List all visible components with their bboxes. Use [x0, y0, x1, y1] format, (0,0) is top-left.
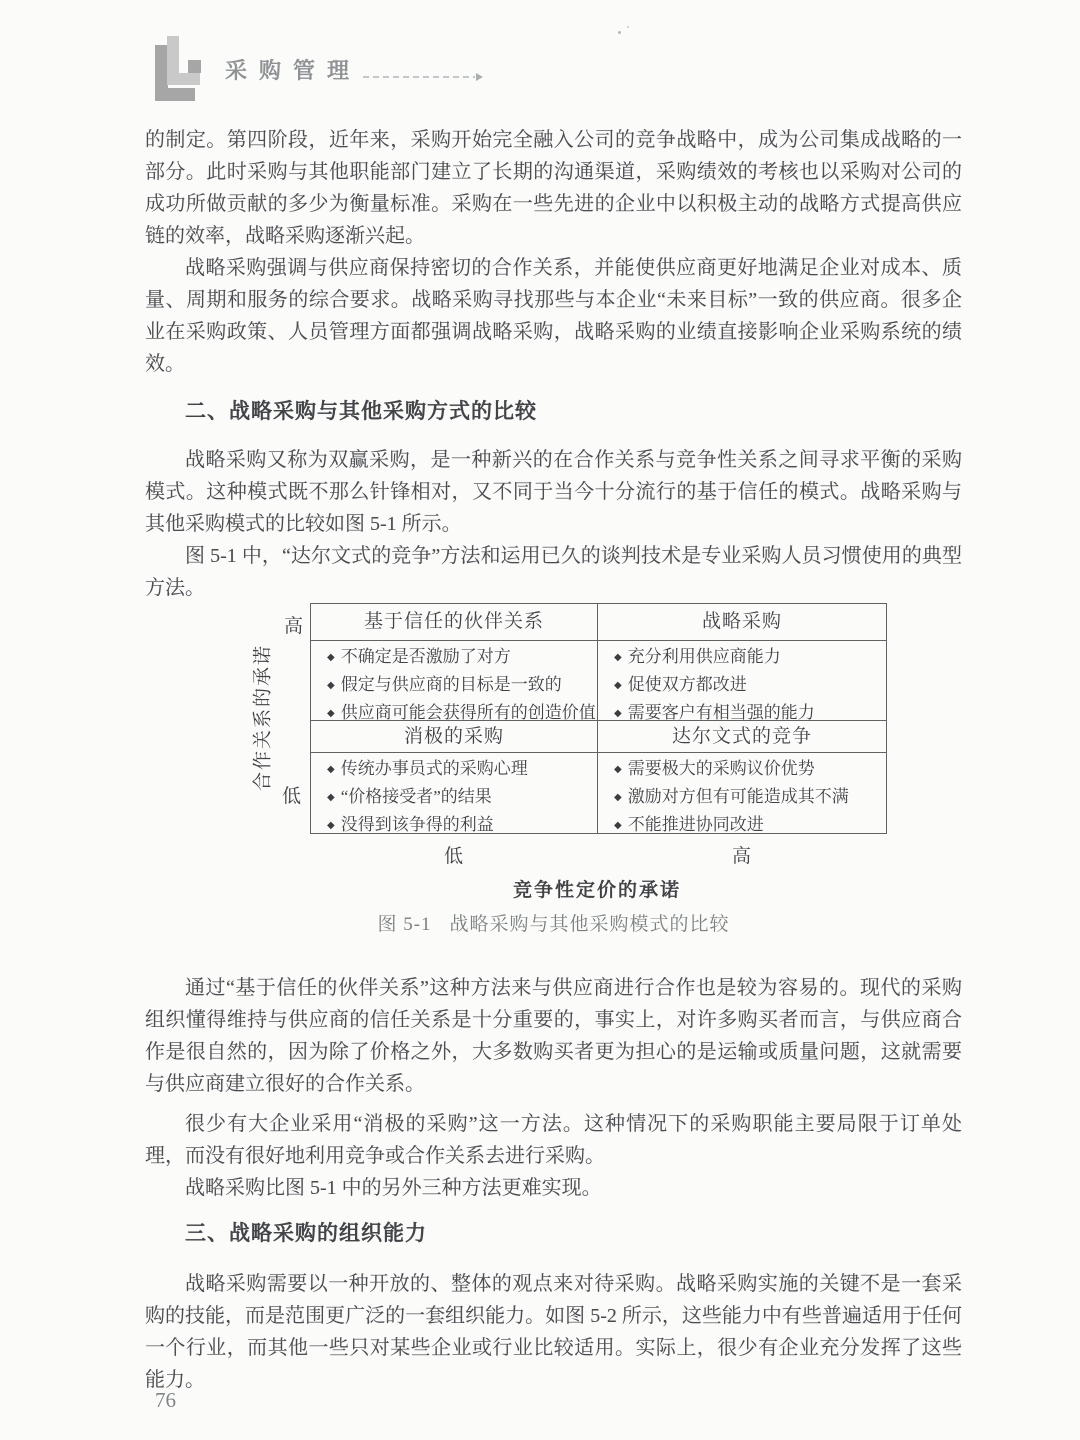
paragraph-5: 通过“基于信任的伙伴关系”这种方法来与供应商进行合作也是较为容易的。现代的采购组织懂得维持与供应商的信任关系是十分重要的，事实上，对许多购买者而言，与供应商合作是很自然的，因为除了价格之外，大多数购买者更为担心的是运输或质量问题，这就需要与供应商建立很好的合作关系。: [145, 977, 962, 1095]
paragraph-4: 图 5-1 中，“达尔文式的竞争”方法和运用已久的谈判技术是专业采购人员习惯使用的典型方法。: [145, 545, 962, 599]
diamond-bullet-icon: ◆: [614, 708, 622, 719]
bullet-item: [614, 756, 882, 784]
diamond-bullet-icon: ◆: [614, 652, 622, 663]
quadrant-items-trust: [311, 641, 598, 721]
bullet-item: [614, 672, 882, 700]
diamond-bullet-icon: ◆: [614, 820, 622, 831]
paragraph-2: 战略采购强调与供应商保持密切的合作关系，并能使供应商更好地满足企业对成本、质量、周期和服务的综合要求。战略采购寻找那些与本企业“未来目标”一致的供应商。很多企业在采购政策、人员管理方面都强调战略采购，战略采购的业绩直接影响企业采购系统的绩效。: [145, 257, 962, 375]
section-heading-2: 二、战略采购与其他采购方式的比较: [185, 400, 537, 424]
bullet-text: 供应商可能会获得所有的创造价值: [340, 703, 596, 722]
diamond-bullet-icon: ◆: [614, 764, 622, 775]
bullet-item: [327, 756, 593, 784]
x-axis-low-label: 低: [444, 846, 464, 867]
bullet-item: [327, 784, 593, 812]
diamond-bullet-icon: ◆: [327, 708, 335, 719]
header-rule: [363, 73, 483, 81]
logo-notch: [188, 60, 201, 73]
page-header: [155, 36, 483, 102]
y-axis-low-label: 低: [282, 786, 302, 807]
bullet-text: 促使双方都改进: [627, 675, 747, 694]
x-axis-title: 竞争性定价的承诺: [512, 880, 681, 901]
figure-caption-label: 图 5-1: [377, 914, 432, 935]
paragraph-3: 战略采购又称为双赢采购，是一种新兴的在合作关系与竞争性关系之间寻求平衡的采购模式。这种模式既不那么针锋相对，又不同于当今十分流行的基于信任的模式。战略采购与其他采购模式的比较如图 5-1 所示。: [145, 449, 962, 535]
bullet-text: 假定与供应商的目标是一致的: [340, 675, 562, 694]
quadrant-title-trust: 基于信任的伙伴关系: [311, 604, 598, 641]
bullet-item: [327, 812, 593, 840]
diamond-bullet-icon: ◆: [614, 792, 622, 803]
book-title: 采购管理: [225, 57, 362, 83]
diamond-bullet-icon: ◆: [327, 680, 335, 691]
bullet-text: “价格接受者”的结果: [340, 787, 492, 806]
bullet-item: [614, 644, 882, 672]
figure-5-1: [0, 601, 1080, 946]
scan-artifact: [618, 31, 621, 34]
matrix-table: [310, 603, 887, 834]
quadrant-title-strategic: 战略采购: [598, 604, 886, 641]
bullet-text: 传统办事员式的采购心理: [340, 759, 528, 778]
dashed-line: [363, 76, 475, 78]
bullet-text: 需要极大的采购议价优势: [627, 759, 815, 778]
x-axis-high-label: 高: [732, 846, 752, 867]
diamond-bullet-icon: ◆: [327, 652, 335, 663]
bullet-item: [327, 672, 593, 700]
publisher-logo: [155, 36, 207, 102]
bullet-item: [327, 644, 593, 672]
figure-caption-text: 战略采购与其他采购模式的比较: [449, 914, 730, 935]
paragraph-6: 很少有大企业采用“消极的采购”这一方法。这种情况下的采购职能主要局限于订单处理，而没有很好地利用竞争或合作关系去进行采购。: [145, 1113, 962, 1167]
bullet-text: 不确定是否激励了对方: [340, 647, 511, 666]
paragraph-8: 战略采购需要以一种开放的、整体的观点来对待采购。战略采购实施的关键不是一套采购的技能，而是范围更广泛的一套组织能力。如图 5-2 所示，这些能力中有些普遍适用于任何一个行业，而其他一些只对某些企业或行业比较适用。实际上，很少有企业充分发挥了这些能力。: [145, 1273, 962, 1391]
y-axis-high-label: 高: [284, 616, 304, 637]
section-heading-3: 三、战略采购的组织能力: [185, 1222, 427, 1246]
diamond-bullet-icon: ◆: [327, 820, 335, 831]
page-number: 76: [155, 1388, 176, 1412]
diamond-bullet-icon: ◆: [327, 764, 335, 775]
arrow-tip-icon: [476, 73, 483, 81]
quadrant-items-darwinian: [598, 753, 886, 833]
diamond-bullet-icon: ◆: [614, 680, 622, 691]
bullet-text: 需要客户有相当强的能力: [627, 703, 815, 722]
bullet-item: [614, 784, 882, 812]
bullet-text: 没得到该争得的利益: [340, 815, 494, 834]
scan-artifact: [627, 26, 629, 28]
quadrant-title-passive: 消极的采购: [311, 721, 598, 753]
quadrant-items-strategic: [598, 641, 886, 721]
figure-caption: [145, 909, 962, 936]
diamond-bullet-icon: ◆: [327, 792, 335, 803]
quadrant-items-passive: [311, 753, 598, 833]
paragraph-7: 战略采购比图 5-1 中的另外三种方法更难实现。: [185, 1177, 602, 1199]
quadrant-title-darwinian: 达尔文式的竞争: [598, 721, 886, 753]
bullet-item: [614, 812, 882, 840]
bullet-text: 充分利用供应商能力: [627, 647, 781, 666]
bullet-text: 不能推进协同改进: [627, 815, 764, 834]
y-axis-title: 合作关系的承诺: [252, 644, 274, 792]
bullet-text: 激励对方但有可能造成其不满: [627, 787, 849, 806]
paragraph-1: 的制定。第四阶段，近年来，采购开始完全融入公司的竞争战略中，成为公司集成战略的一部分。此时采购与其他职能部门建立了长期的沟通渠道，采购绩效的考核也以采购对公司的成功所做贡献的多少为衡量标准。采购在一些先进的企业中以积极主动的战略方式提高供应链的效率，战略采购逐渐兴起。: [145, 129, 962, 247]
